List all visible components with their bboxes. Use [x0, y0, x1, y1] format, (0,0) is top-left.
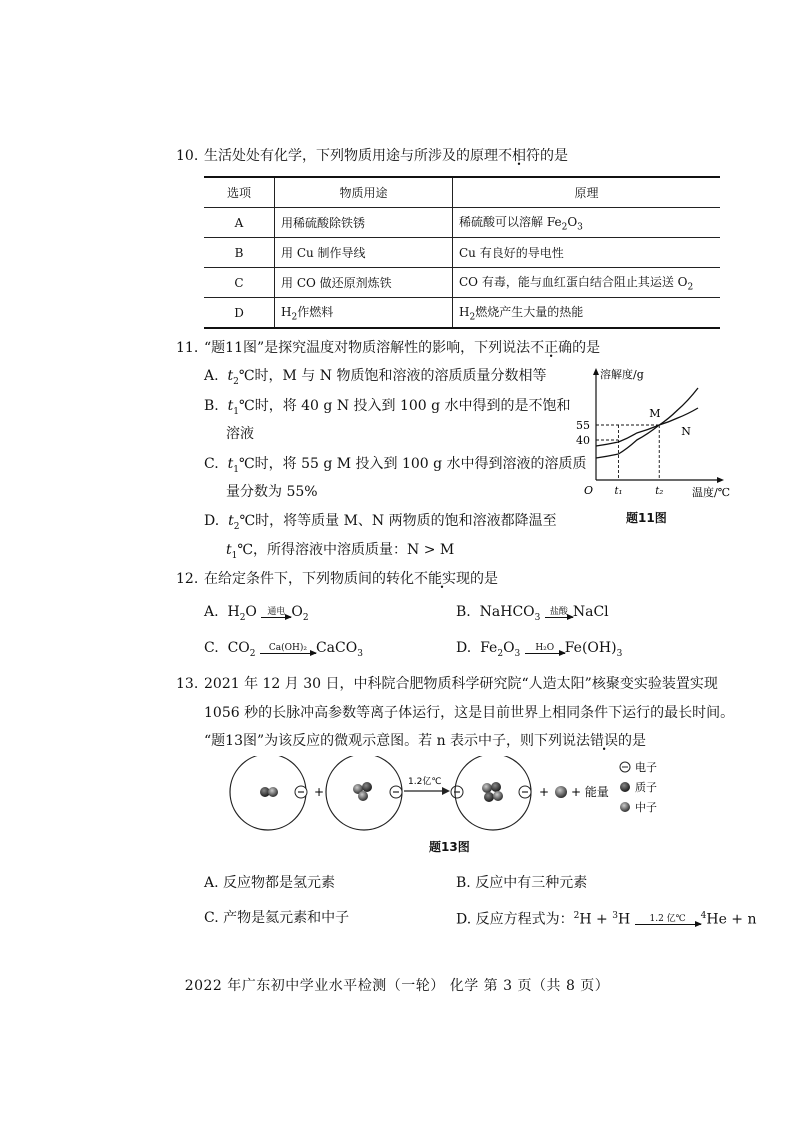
q10-table: [204, 176, 720, 329]
q11-option-d: D. $t_2℃$时，将等质量 M、N 两物质的饱和溶液都降温至: [204, 513, 557, 532]
figure-caption-11: 题11图: [626, 511, 667, 525]
table-row: B 用 Cu 制作导线 Cu 有良好的导电性: [204, 238, 720, 268]
plus-sign: +: [539, 785, 550, 799]
neutron-icon: [358, 791, 368, 801]
table-row: C 用 CO 做还原剂炼铁 CO 有毒，能与血红蛋白结合阻止其运送 $O_2$: [204, 268, 720, 298]
neutron-icon: [620, 802, 630, 812]
q12-stem: 12. 在给定条件下，下列物质间的转化不能实现的是: [176, 571, 498, 587]
y-tick-label: 40: [576, 434, 590, 447]
chart-marks: [576, 388, 698, 497]
table-row: A 用稀硫酸除铁锈 稀硫酸可以溶解 $Fe_2O_3$: [204, 208, 720, 238]
fusion-diagram: [228, 756, 708, 836]
q11-option-b-cont: 溶液: [226, 426, 254, 442]
q12-option-a: A. $H_2O$ 通电 $O_2$: [204, 604, 309, 623]
y-tick-label: 55: [576, 419, 590, 432]
legend: [620, 760, 657, 814]
proton-icon: [484, 792, 494, 802]
emphasis: 错误: [590, 733, 619, 749]
proton-icon: [491, 782, 501, 792]
neutron-icon: [555, 786, 567, 798]
q11-option-c-cont: 量分数为 55%: [226, 484, 318, 500]
helium-atom: [451, 756, 531, 830]
y-arrow-icon: [593, 368, 599, 375]
table-row: D $H_2$作燃料 $H_2$燃烧产生大量的热能: [204, 298, 720, 329]
energy-label: + 能量: [571, 785, 609, 799]
plus-sign: +: [314, 785, 325, 799]
emphasis: 不能实现: [414, 571, 470, 587]
q11-option-a: A. $t_2℃$时，M 与 N 物质饱和溶液的溶质质量分数相等: [204, 368, 547, 387]
x-tick-label: t₁: [614, 486, 623, 497]
q12-option-b: B. NaHCO$_3$ 盐酸 NaCl: [456, 604, 609, 623]
series-label-M: M: [649, 407, 661, 420]
q12-option-d: D. $Fe_2O_3$ H₂O $Fe(OH)_3$: [456, 640, 623, 659]
emphasis: 不相符: [498, 148, 540, 164]
table-header-row: 选项 物质用途 原理: [204, 177, 720, 208]
solubility-chart: [570, 362, 740, 502]
page-footer: 2022 年广东初中学业水平检测（一轮） 化学 第 3 页（共 8 页）: [184, 978, 610, 994]
figure-caption-13: 题13图: [429, 840, 470, 854]
q13-option-b: B. 反应中有三种元素: [456, 875, 588, 891]
arrow-icon: [442, 787, 450, 795]
legend-neutron: 中子: [635, 801, 657, 814]
emphasis: 不正确: [530, 340, 573, 356]
q11-option-b: B. $t_1℃$时，将 40 g N 投入到 100 g 水中得到的是不饱和: [204, 398, 571, 417]
y-axis-label: 溶解度/g: [600, 368, 644, 381]
legend-electron: 电子: [635, 761, 657, 774]
q13-stem-line3: “题13图”为该反应的微观示意图。若 n 表示中子，则下列说法错误的是: [204, 733, 647, 749]
q13-option-d: D. 反应方程式为：$^2$H + $^3$H 1.2 亿℃ $^4$He + n: [456, 911, 757, 928]
q11-stem: 11. “题11图”是探究温度对物质溶解性的影响，下列说法不正确的是: [176, 340, 601, 356]
q13-option-a: A. 反应物都是氢元素: [204, 875, 336, 891]
legend-proton: 质子: [635, 781, 657, 794]
q13-stem-line1: 13. 2021 年 12 月 30 日，中科院合肥物质科学研究院“人造太阳”核聚变实验装置实现: [176, 676, 718, 692]
q11-option-d-cont: $t_1℃$，所得溶液中溶质质量：N > M: [226, 542, 455, 561]
proton-icon: [362, 782, 372, 792]
deuterium-atom: [230, 756, 307, 830]
x-tick-label: t₂: [655, 486, 664, 497]
origin-label: O: [584, 484, 594, 497]
curve-M: [596, 388, 698, 458]
neutron-icon: [268, 787, 278, 797]
series-label-N: N: [681, 425, 691, 438]
x-arrow-icon: [717, 477, 724, 483]
neutron-icon: [493, 791, 503, 801]
proton-icon: [620, 782, 630, 792]
q10-stem: 10. 生活处处有化学，下列物质用途与所涉及的原理不相符的是: [176, 148, 568, 164]
q12-option-c: C. $CO_2$ Ca(OH)₂ CaCO$_3$: [204, 640, 363, 659]
arrow-label: 1.2亿℃: [408, 777, 442, 787]
tritium-atom: [326, 756, 402, 830]
x-axis-label: 温度/℃: [692, 486, 731, 499]
q11-option-c: C. $t_1℃$时，将 55 g M 投入到 100 g 水中得到溶液的溶质质: [204, 456, 587, 475]
q13-option-c: C. 产物是氦元素和中子: [204, 910, 350, 926]
q13-stem-line2: 1056 秒的长脉冲高参数等离子体运行，这是目前世界上相同条件下运行的最长时间。: [204, 705, 735, 721]
chart-axes: [584, 367, 730, 499]
neutron-icon: [482, 783, 492, 793]
